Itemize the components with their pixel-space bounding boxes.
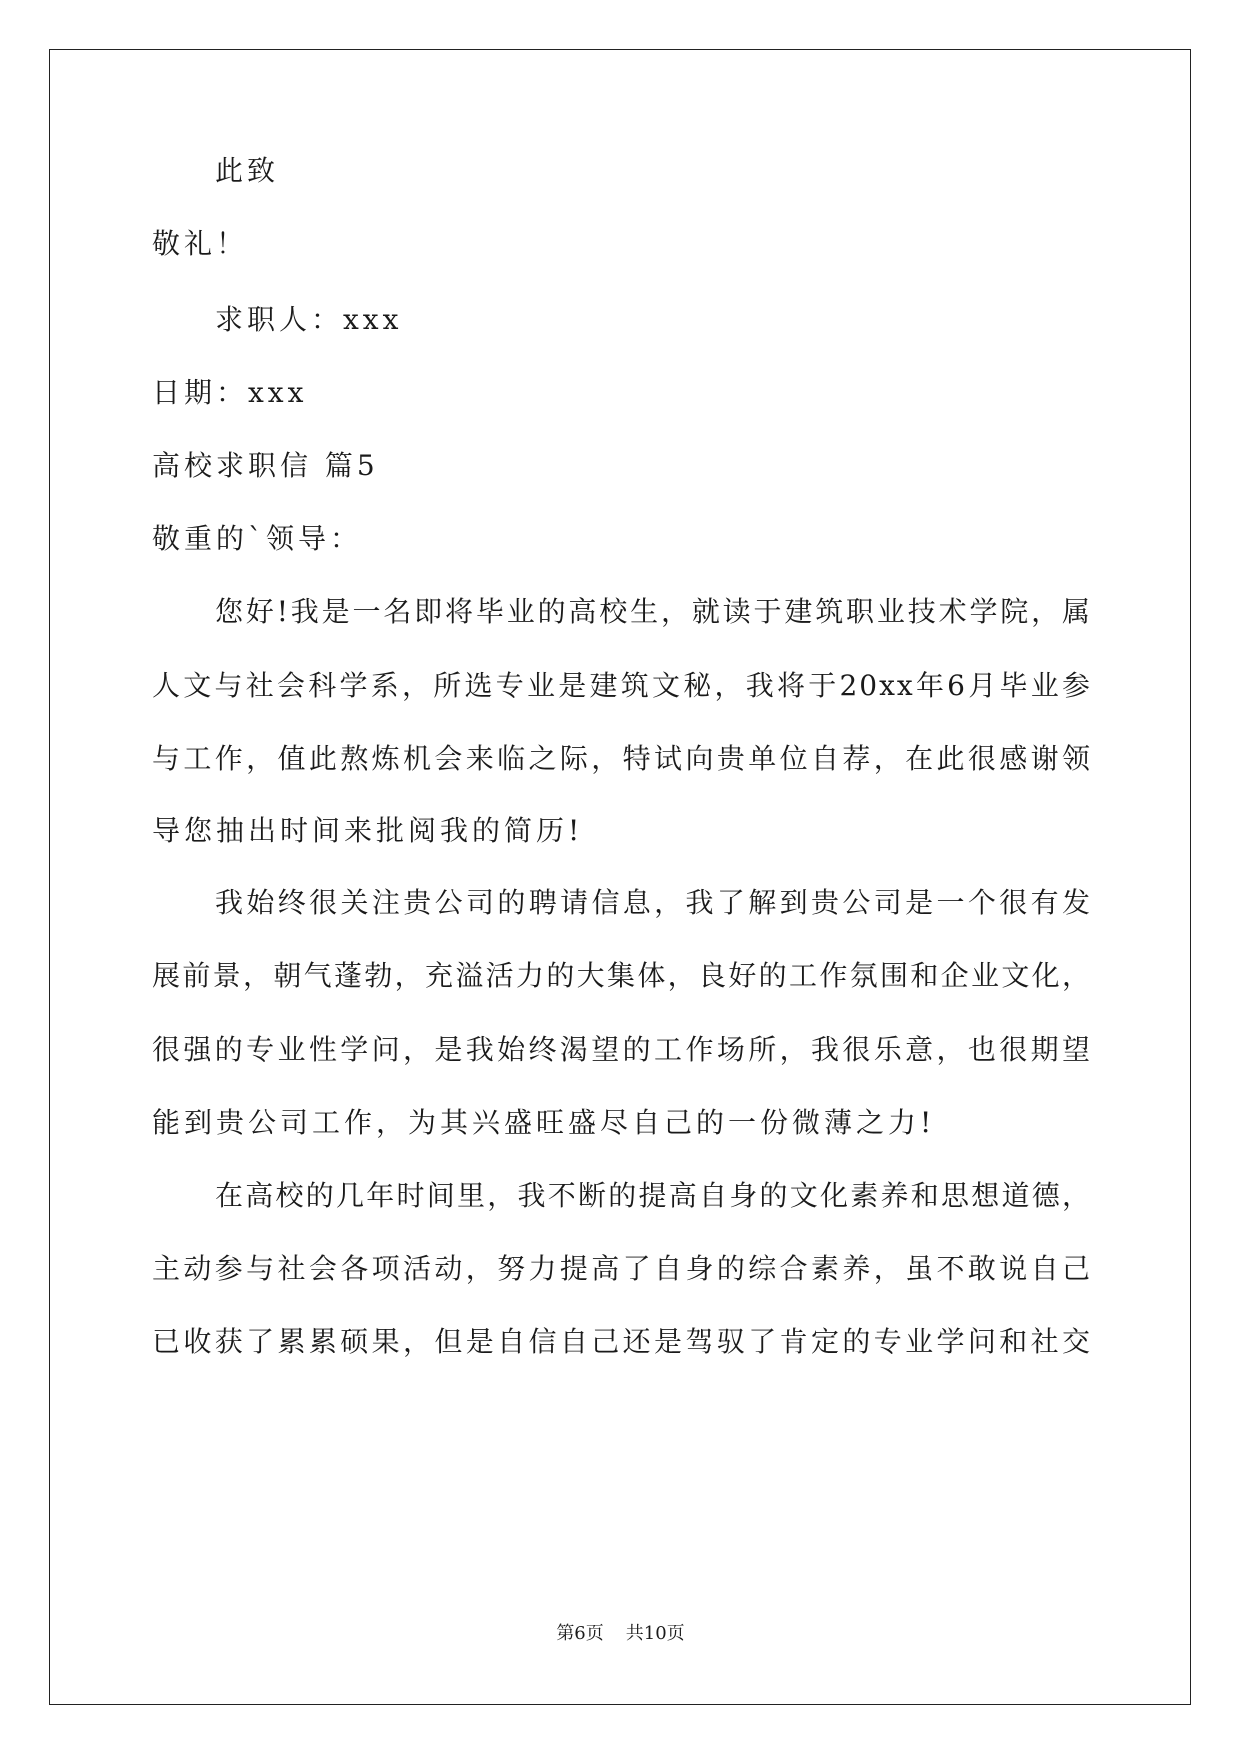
paragraph-3-line-3: 已收获了累累硕果，但是自信自己还是驾驭了肯定的专业学问和社交 [152, 1325, 1092, 1358]
paragraph-2-line-4: 能到贵公司工作，为其兴盛旺盛尽自己的一份微薄之力! [152, 1106, 936, 1139]
page-border [49, 49, 1191, 1705]
section-title: 高校求职信 篇5 [152, 449, 379, 482]
closing-regards: 敬礼！ [152, 227, 249, 260]
applicant-line: 求职人：xxx [215, 303, 403, 336]
paragraph-1-line-2: 人文与社会科学系，所选专业是建筑文秘，我将于20xx年6月毕业参 [152, 669, 1092, 702]
paragraph-3-line-2: 主动参与社会各项活动，努力提高了自身的综合素养，虽不敢说自己 [152, 1252, 1092, 1285]
paragraph-1-line-4: 导您抽出时间来批阅我的简历! [152, 814, 584, 847]
paragraph-3-line-1: 在高校的几年时间里，我不断的提高自身的文化素养和思想道德， [215, 1179, 1092, 1212]
paragraph-2-line-2: 展前景，朝气蓬勃，充溢活力的大集体，良好的工作氛围和企业文化， [152, 959, 1092, 992]
paragraph-2-line-1: 我始终很关注贵公司的聘请信息，我了解到贵公司是一个很有发 [215, 886, 1092, 919]
date-line: 日期：xxx [152, 376, 308, 409]
paragraph-1-line-1: 您好!我是一名即将毕业的高校生，就读于建筑职业技术学院，属 [215, 595, 1092, 628]
paragraph-2-line-3: 很强的专业性学问，是我始终渴望的工作场所，我很乐意，也很期望 [152, 1033, 1092, 1066]
page-footer [0, 1623, 1241, 1645]
page-number-current: 第6页 [556, 1623, 604, 1644]
paragraph-1-line-3: 与工作，值此熬炼机会来临之际，特试向贵单位自荐，在此很感谢领 [152, 742, 1092, 775]
letter-greeting: 敬重的`领导： [152, 522, 363, 555]
closing-salutation: 此致 [215, 154, 280, 187]
page-number-total: 共10页 [625, 1623, 685, 1644]
